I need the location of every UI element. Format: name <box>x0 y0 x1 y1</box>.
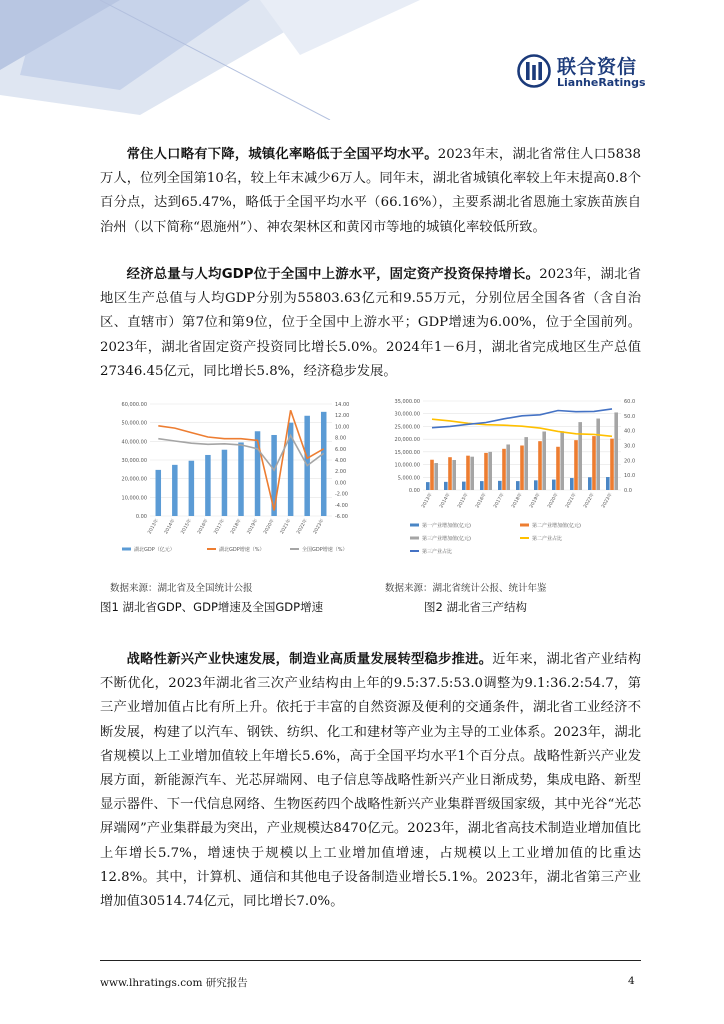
y2-tick-label: 60.0 <box>624 399 636 405</box>
y-tick-label: 15,000.00 <box>394 449 420 456</box>
x-tick-label: 2021年 <box>279 518 293 536</box>
bar <box>614 412 618 490</box>
y-tick-label: 10,000.00 <box>121 495 147 502</box>
y-tick-label: 25,000.00 <box>394 424 420 431</box>
legend-label: 第二产业占比 <box>532 536 563 542</box>
paragraph-body: 近年来，湖北省产业结构不断优化，2023年湖北省三次产业结构由上年的9.5:37.5:53.0调整为9.1:36.2:54.7，第三产业增加值占比有所上升。依托于丰富的自然资源及便利的交通条件，湖北省工业经济不断发展，构建了以汽车、钢铁、纺织、化工和建材等产业为主导的工业体系。2023年，湖北省规模以上工业增加值较上年增长5.6%，高于全国平均水平1个百分点。战略性新兴产业发展方面，新能源汽车、光芯屏端网、电子信息等战略性新兴产业日渐成势，集成电路、新型显示器件、下一代信息网络、生物医药四个战略性新兴产业集群晋级国家级，其中光谷“光芯屏端网”产业集群最为突出，产业规模达8470亿元。2023年，湖北省高技术制造业增加值比上年增长5.7%，增速快于规模以上工业增加值增速，占规模以上工业增加值的比重达12.8%。其中，计算机、通信和其他电子设备制造业增长5.1%。2023年，湖北省第三产业增加值30514.74亿元，同比增长7.0%。 <box>100 652 642 910</box>
x-tick-label: 2014年 <box>439 492 452 510</box>
bar <box>222 450 228 516</box>
legend-swatch <box>410 524 419 527</box>
bar <box>189 461 195 516</box>
bar <box>552 480 556 490</box>
x-tick-label: 2019年 <box>246 518 260 536</box>
bar <box>444 482 448 490</box>
bar <box>452 460 456 490</box>
y-tick-label: 0.00 <box>408 488 420 494</box>
x-tick-label: 2022年 <box>296 518 309 536</box>
bar <box>570 478 574 490</box>
y-tick-label: 5,000.00 <box>397 475 420 482</box>
x-tick-label: 2022年 <box>583 492 596 510</box>
bar <box>156 470 162 516</box>
page-number: 4 <box>628 975 635 987</box>
y-tick-label: 10,000.00 <box>394 462 420 469</box>
y-tick-label: 20,000.00 <box>121 476 147 483</box>
x-tick-label: 2023年 <box>312 518 326 536</box>
bar <box>238 442 244 516</box>
x-tick-label: 2016年 <box>197 518 210 536</box>
bar <box>466 456 470 490</box>
bar <box>524 437 528 490</box>
legend-label: 湖北GDP（亿元） <box>134 547 175 553</box>
bar <box>434 463 438 490</box>
bar <box>506 444 510 490</box>
legend-label: 第二产业增加值(亿元) <box>532 523 581 529</box>
y2-tick-label: -4.00 <box>335 502 348 509</box>
bar <box>484 453 488 490</box>
gdp-chart <box>112 398 374 573</box>
figure-caption: 图1 湖北省GDP、GDP增速及全国GDP增速 <box>100 600 324 614</box>
bar <box>534 480 538 490</box>
bar <box>556 447 560 490</box>
x-tick-label: 2023年 <box>601 492 614 510</box>
bar <box>538 441 542 490</box>
legend-label: 湖北GDP增速（%） <box>219 547 265 553</box>
legend-label: 第一产业增加值(亿元) <box>422 523 471 529</box>
legend-swatch <box>520 524 529 527</box>
y2-tick-label: 2.00 <box>335 469 347 476</box>
x-tick-label: 2021年 <box>565 492 578 510</box>
bar <box>588 477 592 490</box>
y-tick-label: 50,000.00 <box>121 420 147 427</box>
bar <box>430 460 434 490</box>
bar <box>480 481 484 490</box>
x-tick-label: 2020年 <box>263 518 276 536</box>
brand-mark-icon <box>517 54 551 88</box>
bar <box>462 482 466 490</box>
bar <box>502 449 506 490</box>
x-tick-label: 2020年 <box>547 492 560 510</box>
x-tick-label: 2015年 <box>180 518 194 536</box>
y-tick-label: 60,000.00 <box>121 402 147 408</box>
y-tick-label: 35,000.00 <box>394 399 420 405</box>
bar <box>606 477 610 490</box>
footer-site: www.lhratings.com 研究报告 <box>100 977 248 989</box>
bar <box>498 481 502 490</box>
bar <box>205 455 211 516</box>
bar <box>470 457 474 490</box>
y2-tick-label: 10.00 <box>335 424 350 431</box>
y2-tick-label: 0.0 <box>624 488 632 494</box>
bar <box>560 431 564 490</box>
x-tick-label: 2013年 <box>421 492 434 510</box>
bar <box>574 440 578 490</box>
series-line <box>432 419 612 436</box>
y-tick-label: 20,000.00 <box>394 437 420 444</box>
paragraph-economy <box>100 263 641 384</box>
x-tick-label: 2017年 <box>493 492 506 510</box>
bar <box>516 481 520 490</box>
y2-tick-label: 12.00 <box>335 413 350 420</box>
bar <box>578 422 582 490</box>
bar <box>321 412 327 516</box>
y-tick-label: 30,000.00 <box>121 458 147 464</box>
paragraph-body: 2023年末，湖北省常住人口5838万人，位列全国第10名，较上年末减少6万人。同年末，湖北省城镇化率较上年末提高0.8个百分点，达到65.47%，略低于全国平均水平（66.16%），主要系湖北省恩施土家族苗族自治州（以下简称“恩施州”）、神农架林区和黄冈市等地的城镇化率较低所致。 <box>100 147 641 235</box>
y2-tick-label: 30.0 <box>624 443 636 450</box>
legend-label: 第三产业增加值(亿元) <box>422 536 471 542</box>
legend-label: 第三产业占比 <box>422 549 453 555</box>
y2-tick-label: 0.00 <box>335 480 347 487</box>
paragraph-lead: 经济总量与人均GDP位于全国中上游水平，固定资产投资保持增长。 <box>126 267 540 282</box>
bar <box>610 439 614 490</box>
figure-source: 数据来源：湖北省统计公报、统计年鉴 <box>385 583 547 594</box>
footer-divider <box>100 960 641 961</box>
x-tick-label: 2017年 <box>213 518 227 536</box>
y-tick-label: 30,000.00 <box>394 411 420 418</box>
x-tick-label: 2015年 <box>457 492 470 510</box>
paragraph-lead: 常住人口略有下降，城镇化率略低于全国平均水平。 <box>126 147 438 162</box>
y2-tick-label: -6.00 <box>335 514 348 520</box>
y2-tick-label: 14.00 <box>335 402 350 408</box>
y2-tick-label: 10.0 <box>624 473 636 480</box>
bar <box>172 465 178 516</box>
brand-logo <box>517 54 647 94</box>
x-tick-label: 2018年 <box>230 518 243 536</box>
y2-tick-label: 40.0 <box>624 428 636 435</box>
legend-swatch <box>122 548 131 551</box>
bar <box>520 446 524 491</box>
y2-tick-label: 6.00 <box>335 446 347 453</box>
y2-tick-label: -2.00 <box>335 491 348 498</box>
y-tick-label: 40,000.00 <box>121 439 147 446</box>
brand-name-cn: 联合资信 <box>557 56 638 78</box>
x-tick-label: 2019年 <box>529 492 542 510</box>
industry-structure-chart <box>385 398 647 573</box>
paragraph-body: 2023年，湖北省地区生产总值与人均GDP分别为55803.63亿元和9.55万元，分别位居全国各省（含自治区、直辖市）第7位和第9位，位于全国中上游水平；GDP增速为6.00%，位于全国前列。2023年，湖北省固定资产投资同比增长5.0%。2024年1－6月，湖北省完成地区生产总值27346.45亿元，同比增长5.8%，经济稳步发展。 <box>100 267 641 379</box>
bar <box>488 452 492 490</box>
y2-tick-label: 20.0 <box>624 458 636 465</box>
y-tick-label: 0.00 <box>135 514 147 520</box>
brand-name-en: LianheRatings <box>557 76 646 89</box>
x-tick-label: 2014年 <box>164 518 177 536</box>
figure-caption: 图2 湖北省三产结构 <box>424 600 527 614</box>
x-tick-label: 2016年 <box>475 492 488 510</box>
y2-tick-label: 8.00 <box>335 435 347 442</box>
x-tick-label: 2013年 <box>147 518 161 536</box>
bar <box>542 432 546 490</box>
paragraph-population <box>100 143 641 240</box>
bar <box>426 482 430 490</box>
bar <box>448 457 452 490</box>
legend-label: 全国GDP增速（%） <box>302 547 348 553</box>
paragraph-industry <box>100 648 641 914</box>
figure-source: 数据来源：湖北省及全国统计公报 <box>110 583 253 594</box>
bar <box>596 419 600 490</box>
x-tick-label: 2018年 <box>511 492 524 510</box>
legend-swatch <box>410 537 419 540</box>
bar <box>592 436 596 490</box>
y2-tick-label: 4.00 <box>335 458 347 464</box>
series-line <box>432 409 612 428</box>
paragraph-lead: 战略性新兴产业快速发展，制造业高质量发展转型稳步推进。 <box>126 652 493 667</box>
y2-tick-label: 50.0 <box>624 413 636 420</box>
